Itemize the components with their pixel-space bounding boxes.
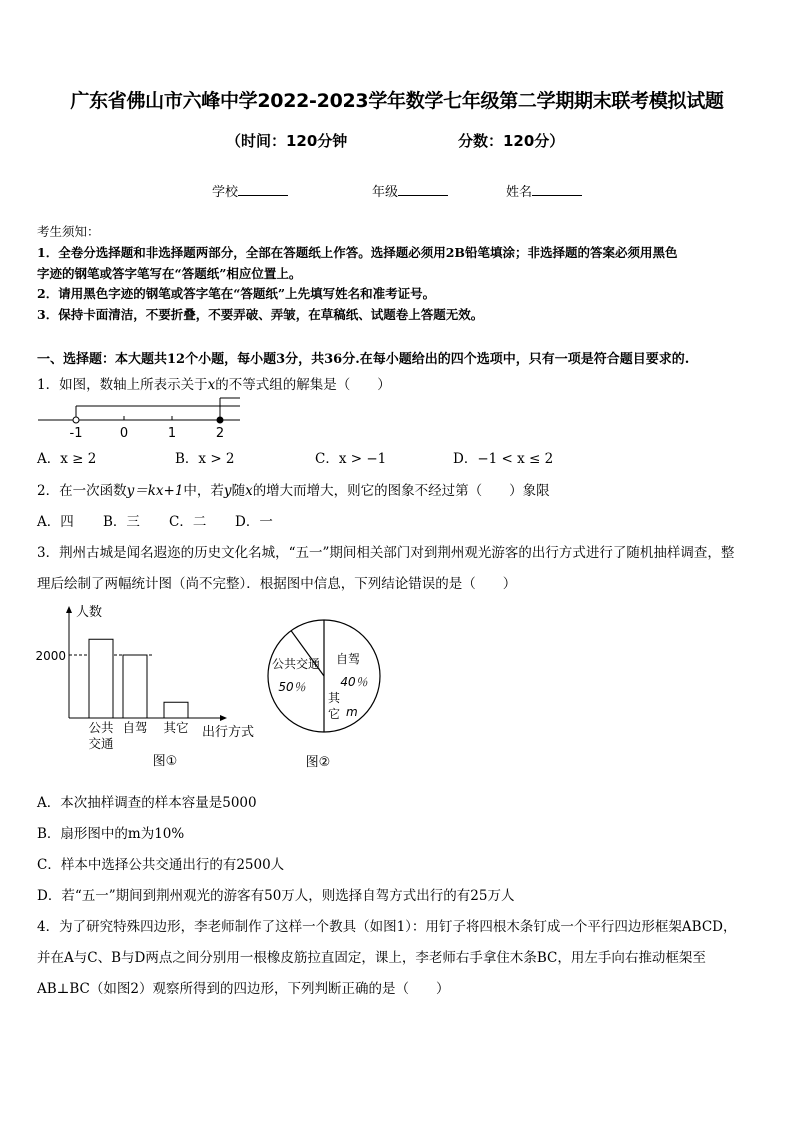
- q4-stem-line-2: 并在A与C、B与D两点之间分别用一根橡皮筋拉直固定，课上，李老师右手拿住木条BC，用左手向右推动框架至: [37, 950, 706, 966]
- q2-option-b[interactable]: B．三: [103, 514, 140, 530]
- notice-line-2: 2．请用黑色字迹的钢笔或答字笔在“答题纸”上先填写姓名和准考证号。: [37, 286, 436, 301]
- x-axis-label: 出行方式: [202, 725, 255, 740]
- notice-line-3: 3．保持卡面清洁，不要折叠，不要弄破、弄皱，在草稿纸、试题卷上答题无效。: [37, 307, 484, 322]
- tick-label: 1: [167, 426, 177, 441]
- q1-option-c[interactable]: C．x > −1: [315, 451, 387, 467]
- slice-label-other-1: 其: [327, 691, 341, 705]
- q3-option-c[interactable]: C．样本中选择公共交通出行的有2500人: [37, 857, 285, 873]
- slice-value-drive: 40％: [340, 675, 368, 689]
- tick-label: 0: [119, 426, 129, 441]
- tick-label: 2: [215, 426, 225, 441]
- q1-option-b[interactable]: B．x > 2: [175, 451, 235, 467]
- notice-heading: 考生须知：: [37, 224, 100, 239]
- chart-caption: 图②: [305, 755, 331, 770]
- q1-number-line: [34, 396, 254, 442]
- chart-caption: 图①: [152, 754, 178, 769]
- q2-option-d[interactable]: D．一: [235, 514, 273, 530]
- slice-label-other-2: 它: [327, 707, 341, 721]
- slice-label-public: 公共交通: [271, 657, 321, 671]
- slice-value-public: 50％: [278, 680, 306, 694]
- q3-stem-line-2: 理后绘制了两幅统计图（尚不完整）．根据图中信息，下列结论错误的是（ ）: [37, 576, 517, 592]
- q2-stem: 2．在一次函数y＝kx+1中，若y随x的增大而增大，则它的图象不经过第（ ）象限: [37, 483, 550, 499]
- q1-option-d[interactable]: D．−1 < x ≤ 2: [453, 451, 554, 467]
- notice-line-1a: 1．全卷分选择题和非选择题两部分，全部在答题纸上作答。选择题必须用2B铅笔填涂；非选择题的答案必须用黑色: [37, 245, 678, 260]
- bar-2: [123, 655, 147, 718]
- grade-label: 年级: [372, 185, 399, 200]
- q3-option-b[interactable]: B．扇形图中的m为10%: [37, 826, 185, 842]
- category-label: 公共: [88, 720, 114, 735]
- category-label: 其它: [163, 720, 189, 735]
- exam-score: 分数：120分）: [458, 132, 565, 150]
- bar-1: [89, 639, 113, 718]
- q2-option-c[interactable]: C．二: [169, 514, 207, 530]
- page-title: 广东省佛山市六峰中学2022-2023学年数学七年级第二学期期末联考模拟试题: [70, 90, 724, 112]
- slice-label-drive: 自驾: [335, 652, 361, 666]
- name-field[interactable]: [506, 181, 582, 200]
- q1-stem: 1．如图，数轴上所表示关于x的不等式组的解集是（ ）: [37, 377, 391, 393]
- q4-stem-line-3: AB⊥BC（如图2）观察所得到的四边形，下列判断正确的是（ ）: [37, 981, 450, 997]
- q1-option-a[interactable]: A．x ≥ 2: [37, 451, 97, 467]
- category-label: 自驾: [122, 720, 148, 735]
- slice-value-other: m: [346, 705, 358, 719]
- school-field[interactable]: [212, 181, 288, 200]
- q3-option-a[interactable]: A．本次抽样调查的样本容量是5000: [37, 795, 257, 811]
- category-label: 交通: [88, 736, 114, 751]
- school-label: 学校: [212, 185, 239, 200]
- pie-chart: [262, 610, 392, 770]
- q4-stem-line-1: 4．为了研究特殊四边形，李老师制作了这样一个教具（如图1）：用钉子将四根木条钉成一个平行四边形框架ABCD，: [37, 919, 737, 935]
- section-heading: 一、选择题：本大题共12个小题，每小题3分，共36分.在每小题给出的四个选项中，只有一项是符合题目要求的.: [37, 352, 690, 367]
- name-label: 姓名: [506, 185, 533, 200]
- q2-option-a[interactable]: A．四: [37, 514, 74, 530]
- tick-label: -1: [69, 426, 83, 441]
- exam-time: （时间：120分钟: [226, 132, 348, 150]
- bar-chart: [34, 600, 266, 776]
- filled-circle: [217, 417, 223, 423]
- bar-3: [164, 702, 188, 718]
- y-axis-label: 人数: [76, 605, 103, 620]
- notice-line-1b: 字迹的钢笔或答字笔写在“答题纸”相应位置上。: [37, 266, 302, 281]
- grade-field[interactable]: [372, 181, 448, 200]
- open-circle: [73, 417, 79, 423]
- q3-option-d[interactable]: D．若“五一”期间到荆州观光的游客有50万人，则选择自驾方式出行的有25万人: [37, 888, 515, 904]
- q3-stem-line-1: 3．荆州古城是闻名遐迩的历史文化名城，“五一”期间相关部门对到荆州观光游客的出行方式进行了随机抽样调查，整: [37, 545, 735, 561]
- y-tick-label: 2000: [35, 649, 66, 663]
